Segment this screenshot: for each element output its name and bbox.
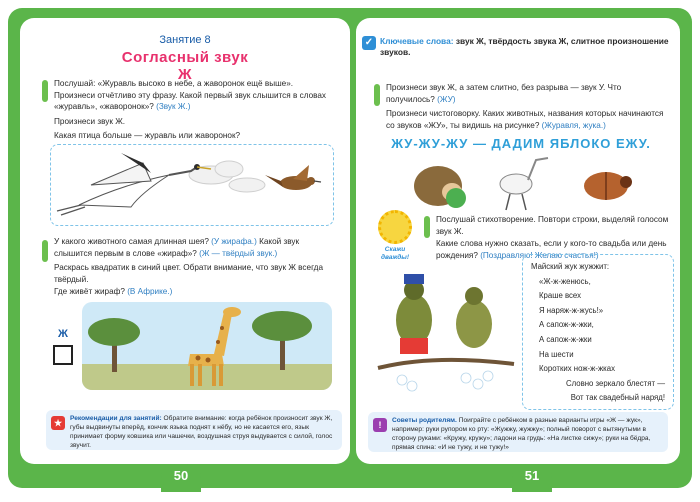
hedgehog-icon <box>414 166 466 208</box>
square-letter: Ж <box>58 328 68 340</box>
exercise-1 <box>386 82 670 105</box>
lesson-tip <box>46 410 342 450</box>
page-number-left: 50 <box>161 464 201 492</box>
flowers-icon <box>397 371 493 391</box>
section-marker <box>42 80 48 102</box>
poem-line: Майский жук жужжит: <box>531 262 610 271</box>
exercise-3-intro: Послушай стихотворение. Повтори строки, выделяй голосом звук Ж. <box>436 215 669 236</box>
exclamation-icon: ! <box>373 418 387 432</box>
tip-text: Обратите внимание: когда ребёнок произносит звук Ж, губы выдвинуты вперёд, кончик языка поднят к нёбу, но не касается его, язык принимает форму ковшика или чашечки, воздушная струя выдувается с силой, голос звучит. <box>70 415 333 449</box>
page-number-right: 51 <box>512 464 552 492</box>
cloud-icon <box>189 161 265 192</box>
exercise-2-q2: Какой звук слышится первым в слове «жираф»? <box>54 237 300 258</box>
lesson-header <box>115 34 255 83</box>
poem-line: Коротких нож-ж-жках <box>539 364 615 374</box>
where-answer: (В Африке.) <box>127 287 173 296</box>
beetle-icon <box>584 172 632 200</box>
exercise-2-q1: У какого животного самая длинная шея? <box>54 237 209 246</box>
poem-line: Я наряж-ж-жусь!» <box>539 305 604 315</box>
exercise-3-answer: (Поздравляю! Желаю счастья!) <box>480 250 599 260</box>
poem-line: Краше всех <box>539 291 581 301</box>
birds-picture <box>51 145 334 226</box>
exercise-2-a1: (У жирафа.) <box>211 237 257 246</box>
exercise-2-text: Произнеси чистоговорку. Каких животных, названия которых начинаются со звуков «ЖУ», ты видишь на рисунке? <box>386 109 664 130</box>
keywords-text: звук Ж, твёрдость звука Ж, слитное произношение звуков. <box>380 36 669 57</box>
color-square[interactable] <box>53 345 73 365</box>
exercise-1-answer: (Звук Ж.) <box>156 102 191 111</box>
giraffe-illustration <box>82 302 332 390</box>
star-icon: ★ <box>51 416 65 430</box>
exercise-1-text: Произнеси звук Ж, а затем слитно, без разрыва — звук У. Что получилось? <box>386 83 622 104</box>
bird-question: Какая птица больше — журавль или жаворонок? <box>54 131 241 140</box>
parents-tip <box>368 412 668 452</box>
poem-line: Вот так свадебный наряд! <box>570 393 665 403</box>
lesson-label: Занятие 8 <box>159 34 211 46</box>
birds-illustration <box>50 144 334 226</box>
book-spread <box>8 8 692 488</box>
beetles-picture <box>374 268 520 406</box>
tongue-twister: ЖУ-ЖУ-ЖУ — ДАДИМ ЯБЛОКО ЕЖУ. <box>391 136 651 151</box>
exercise-3-question: Какие слова нужно сказать, если у кого-то свадьба или день рождения? <box>436 239 667 260</box>
say-sound-text: Произнеси звук Ж. <box>54 117 126 126</box>
exercise-1 <box>54 78 334 113</box>
animals-picture <box>396 154 656 212</box>
tip-label: Советы родителям. <box>392 417 457 424</box>
tip-text: Поиграйте с ребёнком в разные варианты игры «Ж — жук», например: руки рупором ко рту: «Жужжу, жужжу»; полный поворот с вытянутыми в сторону руками: «Кружу, кружу»; ладони на грудь: «На листке сижу»; руки на бёдра, прямая спина: «И не тужу, и не тужу!» <box>392 417 651 451</box>
bride-beetle-icon <box>456 287 492 348</box>
where-question-line <box>54 286 334 298</box>
exercise-1-text: Послушай: «Журавль высоко в небе, а жаворонок ещё выше». Произнеси отчётливо эту фразу. Какой первый звук слышится в словах «журавль», «жаворонок»? <box>54 79 327 111</box>
exercise-2 <box>386 108 670 131</box>
lark-icon <box>265 165 321 190</box>
exercise-2 <box>54 236 334 259</box>
left-page <box>20 18 350 464</box>
section-marker <box>42 240 48 262</box>
where-question: Где живёт жираф? <box>54 287 125 296</box>
crane-icon <box>57 153 211 215</box>
exercise-2-a2: (Ж — твёрдый звук.) <box>199 248 278 258</box>
keywords-box <box>362 36 674 58</box>
crane-icon <box>500 158 548 210</box>
section-marker <box>424 216 430 238</box>
poem-box <box>522 254 674 410</box>
sun-label: Скажи дважды! <box>381 246 409 261</box>
tip-label: Рекомендации для занятий: <box>70 415 162 422</box>
poem-line: На шести <box>539 349 574 359</box>
section-marker <box>374 84 380 106</box>
exercise-2-answer: (Журавля, жука.) <box>541 120 606 130</box>
groom-beetle-icon <box>396 274 432 354</box>
keywords-label: Ключевые слова: <box>380 36 454 46</box>
right-page <box>356 18 680 464</box>
poem-line: Словно зеркало блестят — <box>566 378 665 388</box>
sun-icon <box>378 210 412 244</box>
page-title: Согласный звук Ж <box>121 49 249 83</box>
poem-line: «Ж-ж-женюсь, <box>539 276 591 286</box>
poem-line: А сапож-ж-жки <box>539 334 592 344</box>
check-icon: ✓ <box>362 36 376 50</box>
poem-line: А сапож-ж-жки, <box>539 320 594 330</box>
savanna-picture <box>82 302 332 390</box>
color-task: Раскрась квадратик в синий цвет. Обрати внимание, что звук Ж всегда твёрдый. <box>54 263 324 284</box>
exercise-1-answer: (ЖУ) <box>437 94 456 104</box>
